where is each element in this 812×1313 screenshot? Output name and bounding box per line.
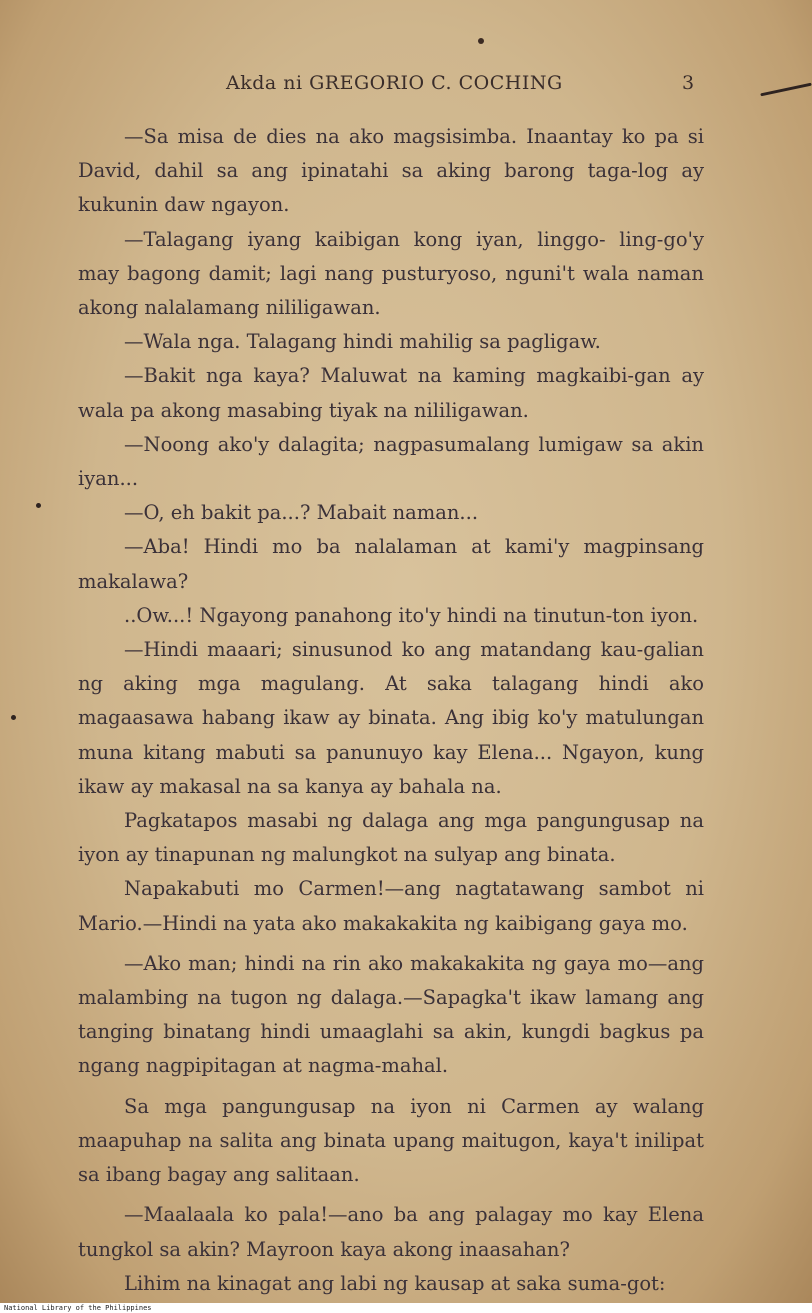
margin-dot <box>36 503 41 508</box>
paragraph: —Wala nga. Talagang hindi mahilig sa pagligaw. <box>124 330 601 354</box>
paragraph: —O, eh bakit pa...? Mabait naman... <box>124 501 479 525</box>
paragraph: —Noong ako'y dalagita; nagpasumalang lumigaw sa akin iyan... <box>78 432 704 491</box>
paragraph: —Sa misa de dies na ako magsisimba. Inaantay ko pa si David, dahil sa ang ipinatahi sa aking barong taga-log ay kukunin daw ngayon. <box>78 125 704 217</box>
paragraph: —Ako man; hindi na rin ako makakakita ng gaya mo—ang malambing na tugon ng dalaga.—Sapagka't ikaw lamang ang tanging binatang hindi umaaglahi sa akin, kungdi bagkus pa ngang nagpipitagan at nagma-mahal. <box>78 951 704 1078</box>
paragraph: —Bakit nga kaya? Maluwat na kaming magkaibi-gan ay wala pa akong masabing tiyak na nililigawan. <box>78 364 704 422</box>
paragraph: —Talagang iyang kaibigan kong iyan, linggo- ling-go'y may bagong damit; lagi nang pusturyoso, nguni't wala naman akong nalalamang nililigawan. <box>78 227 704 320</box>
page-header <box>0 70 812 100</box>
paragraph: —Aba! Hindi mo ba nalalaman at kami'y magpinsang makalawa? <box>78 535 704 593</box>
page-number: 3 <box>682 72 695 94</box>
paragraph: Pagkatapos masabi ng dalaga ang mga pangungusap na iyon ay tinapunan ng malungkot na sulyap ang binata. <box>78 809 704 867</box>
paragraph: ..Ow...! Ngayong panahong ito'y hindi na tinutun-ton iyon. <box>124 603 699 627</box>
paragraph: —Maalaala ko pala!—ano ba ang palagay mo kay Elena tungkol sa akin? Mayroon kaya akong inaasahan? <box>78 1203 704 1261</box>
margin-dot <box>11 715 16 720</box>
paragraph: Napakabuti mo Carmen!—ang nagtatawang sambot ni Mario.—Hindi na yata ako makakakita ng kaibigang gaya mo. <box>78 877 704 935</box>
paragraph: Lihim na kinagat ang labi ng kausap at saka suma-got: <box>124 1271 666 1295</box>
paragraph: Sa mga pangungusap na iyon ni Carmen ay walang maapuhap na salita ang binata upang maitugon, kaya't inilipat sa ibang bagay ang salitaan. <box>78 1094 704 1187</box>
paragraph: —Hindi maaari; sinusunod ko ang matandang kau-galian ng aking mga magulang. At saka talagang hindi ako magaasawa habang ikaw ay binata. Ang ibig ko'y matulungan muna kitang mabuti sa panunuyo kay Elena... Ngayon, kung ikaw ay makasal na sa kanya ay bahala na. <box>78 638 704 798</box>
running-head: Akda ni GREGORIO C. COCHING <box>226 72 563 94</box>
footer-credit: National Library of the Philippines <box>4 1304 152 1312</box>
ink-dot <box>478 38 484 44</box>
body-text <box>78 120 704 1301</box>
